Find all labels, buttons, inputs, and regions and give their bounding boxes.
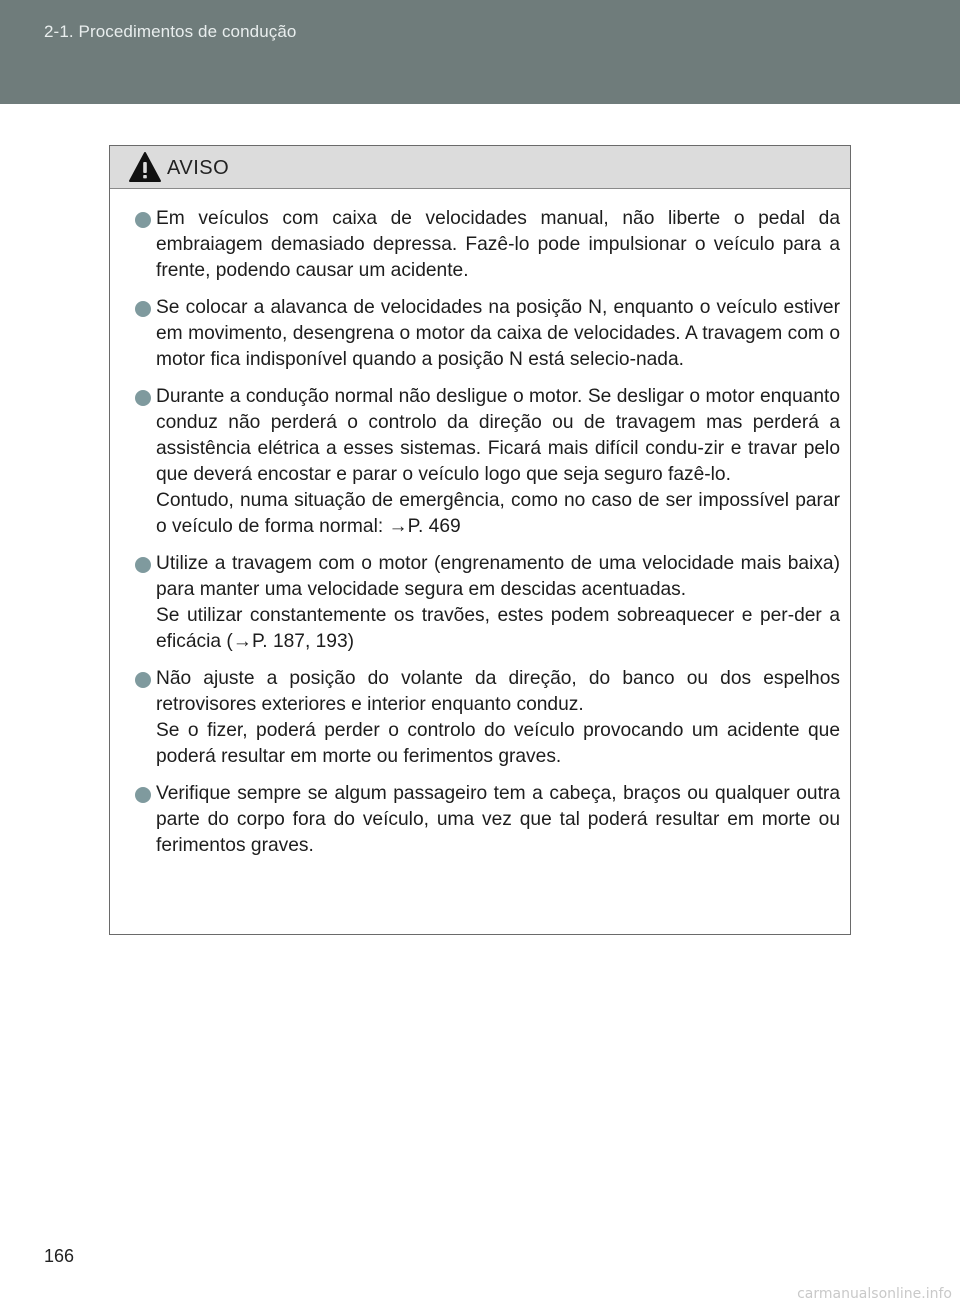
warning-text: Não ajuste a posição do volante da direção, do banco ou dos espelhos retrovisores exteriores e interior enquanto conduz. <box>156 668 840 715</box>
warning-text: Contudo, numa situação de emergência, como no caso de ser impossível parar o veículo de forma normal: →P. 469 <box>156 490 840 537</box>
warning-header <box>110 146 850 189</box>
warning-text: Se o fizer, poderá perder o controlo do veículo provocando um acidente que poderá resultar em morte ou ferimentos graves. <box>156 720 840 767</box>
warning-text: Durante a condução normal não desligue o motor. Se desligar o motor enquanto conduz não perderá o controlo da direção ou de travagem mas perderá a assistência elétrica a esses sistemas. Ficará mais difícil condu-zir e travar pelo que deverá encostar e parar o veículo logo que seja seguro fazê-lo. <box>156 386 840 485</box>
list-item <box>130 384 840 540</box>
list-item <box>130 781 840 859</box>
warning-list <box>110 189 850 859</box>
warning-label: AVISO <box>167 157 230 179</box>
bullet-icon <box>135 301 151 317</box>
list-item <box>130 295 840 373</box>
bullet-icon <box>135 557 151 573</box>
warning-triangle-icon <box>128 151 162 183</box>
section-title: 2-1. Procedimentos de condução <box>44 22 297 41</box>
warning-text: Em veículos com caixa de velocidades manual, não liberte o pedal da embraiagem demasiado depressa. Fazê-lo pode impulsionar o veículo para a frente, podendo causar um acidente. <box>156 208 840 281</box>
page-number: 166 <box>44 1246 75 1266</box>
warning-text: Verifique sempre se algum passageiro tem a cabeça, braços ou qualquer outra parte do corpo fora do veículo, uma vez que tal poderá resultar em morte ou ferimentos graves. <box>156 783 840 856</box>
list-item <box>130 551 840 655</box>
list-item <box>130 666 840 770</box>
watermark: carmanualsonline.info <box>797 1286 952 1302</box>
warning-text: Se utilizar constantemente os travões, estes podem sobreaquecer e per-der a eficácia (→P. 187, 193) <box>156 605 840 652</box>
warning-text: Utilize a travagem com o motor (engrenamento de uma velocidade mais baixa) para manter uma velocidade segura em descidas acentuadas. <box>156 553 840 600</box>
bullet-icon <box>135 672 151 688</box>
bullet-icon <box>135 787 151 803</box>
bullet-icon <box>135 212 151 228</box>
list-item <box>130 206 840 284</box>
warning-box <box>109 145 851 935</box>
page-header <box>0 0 960 104</box>
warning-text: Se colocar a alavanca de velocidades na posição N, enquanto o veículo estiver em movimento, desengrena o motor da caixa de velocidades. A travagem com o motor fica indisponível quando a posição N está selecio-nada. <box>156 297 840 370</box>
bullet-icon <box>135 390 151 406</box>
